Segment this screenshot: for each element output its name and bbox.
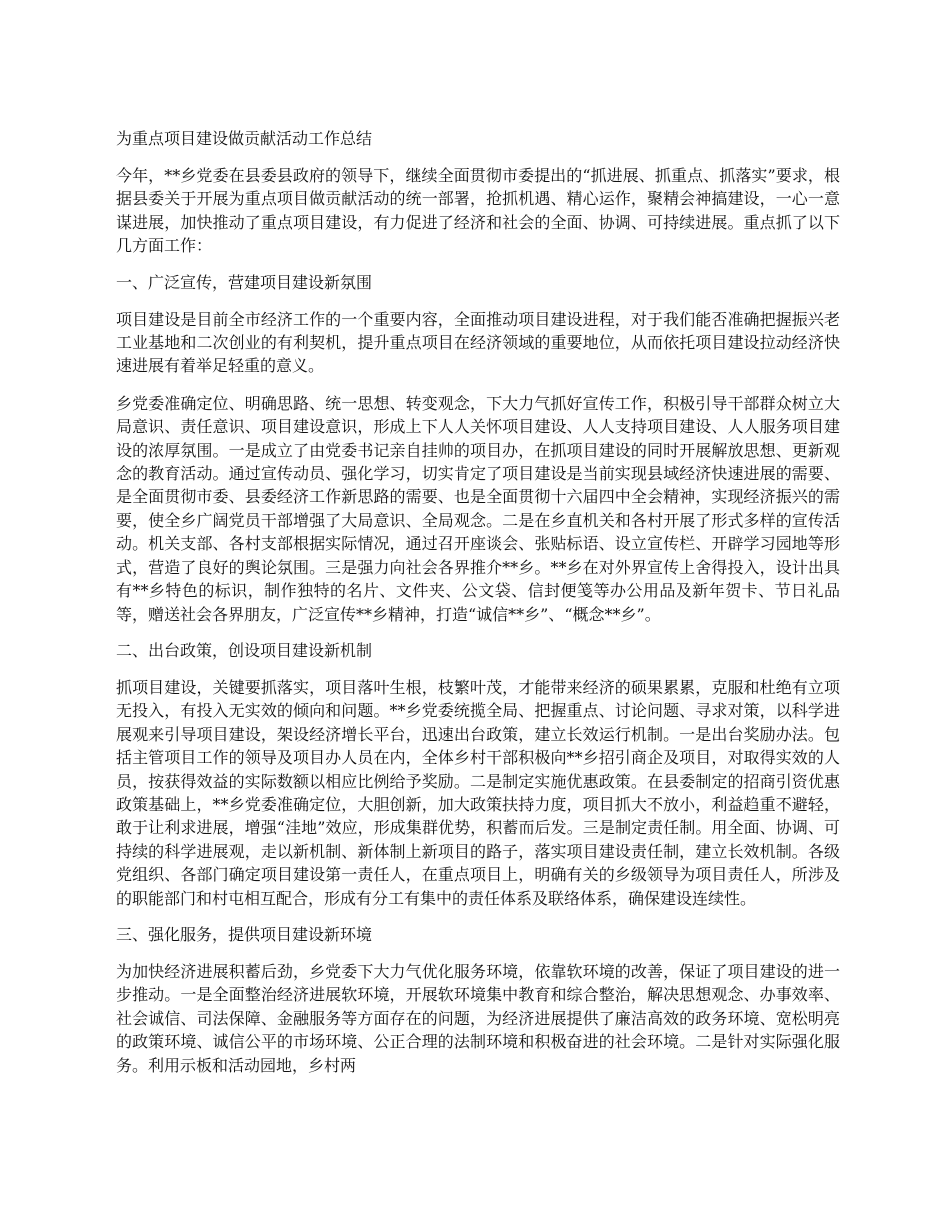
document-page	[116, 128, 840, 1091]
intro-paragraph: 今年，**乡党委在县委县政府的领导下，继续全面贯彻市委提出的“抓进展、抓重点、抓落实”要求，根据县委关于开展为重点项目做贡献活动的统一部署，抢抓机遇、精心运作，聚精会神搞建设，一心一意谋进展，加快推动了重点项目建设，有力促进了经济和社会的全面、协调、可持续进展。重点抓了以下几方面工作：	[116, 166, 840, 256]
section-3-heading: 三、强化服务，提供项目建设新环境	[116, 924, 373, 944]
section-1-paragraph-1: 项目建设是目前全市经济工作的一个重要内容，全面推动项目建设进程，对于我们能否准确把握振兴老工业基地和二次创业的有利契机，提升重点项目在经济领域的重要地位，从而依托项目建设拉动经济快速进展有着举足轻重的意义。	[116, 309, 840, 376]
section-2-paragraph-1: 抓项目建设，关键要抓落实，项目落叶生根，枝繁叶茂，才能带来经济的硕果累累，克服和杜绝有立项无投入，有投入无实效的倾向和问题。**乡党委统揽全局、把握重点、讨论问题、寻求对策，以科学进展观来引导项目建设，架设经济增长平台，迅速出台政策，建立长效运行机制。一是出台奖励办法。包括主管项目工作的领导及项目办人员在内，全体乡村干部积极向**乡招引商企及项目，对取得实效的人员，按获得效益的实际数额以相应比例给予奖励。二是制定实施优惠政策。在县委制定的招商引资优惠政策基础上，**乡党委准确定位，大胆创新，加大政策扶持力度，项目抓大不放小，利益趋重不避轻，敢于让利求进展，增强“洼地”效应，形成集群优势，积蓄而后发。三是制定责任制。用全面、协调、可持续的科学进展观，走以新机制、新体制上新项目的路子，落实项目建设责任制，建立长效机制。各级党组织、各部门确定项目建设第一责任人，在重点项目上，明确有关的乡级领导为项目责任人，所涉及的职能部门和村屯相互配合，形成有分工有集中的责任体系及联络体系，确保建设连续性。	[116, 677, 840, 908]
document-title: 为重点项目建设做贡献活动工作总结	[116, 129, 373, 148]
section-2-heading: 二、出台政策，创设项目建设新机制	[116, 640, 373, 660]
section-1-paragraph-2: 乡党委准确定位、明确思路、统一思想、转变观念，下大力气抓好宣传工作，积极引导干部群众树立大局意识、责任意识、项目建设意识，形成上下人人关怀项目建设、人人支持项目建设、人人服务项目建设的浓厚氛围。一是成立了由党委书记亲自挂帅的项目办，在抓项目建设的同时开展解放思想、更新观念的教育活动。通过宣传动员、强化学习，切实肯定了项目建设是当前实现县域经济快速进展的需要、是全面贯彻市委、县委经济工作新思路的需要、也是全面贯彻十六届四中全会精神，实现经济振兴的需要，使全乡广阔党员干部增强了大局意识、全局观念。二是在乡直机关和各村开展了形式多样的宣传活动。机关支部、各村支部根据实际情况，通过召开座谈会、张贴标语、设立宣传栏、开辟学习园地等形式，营造了良好的舆论氛围。三是强力向社会各界推介**乡。**乡在对外界宣传上舍得投入，设计出具有**乡特色的标识，制作独特的名片、文件夹、公文袋、信封便笺等办公用品及新年贺卡、节日礼品等，赠送社会各界朋友，广泛宣传**乡精神，打造“诚信**乡”、“概念**乡”。	[116, 393, 840, 624]
section-1-heading: 一、广泛宣传，营建项目建设新氛围	[116, 272, 373, 292]
section-3-paragraph-1: 为加快经济进展积蓄后劲，乡党委下大力气优化服务环境，依靠软环境的改善，保证了项目建设的进一步推动。一是全面整治经济进展软环境，开展软环境集中教育和综合整治，解决思想观念、办事效率、社会诚信、司法保障、金融服务等方面存在的问题，为经济进展提供了廉洁高效的政务环境、宽松明亮的政策环境、诚信公平的市场环境、公正合理的法制环境和积极奋进的社会环境。二是针对实际强化服务。利用示板和活动园地，乡村两	[116, 961, 840, 1075]
